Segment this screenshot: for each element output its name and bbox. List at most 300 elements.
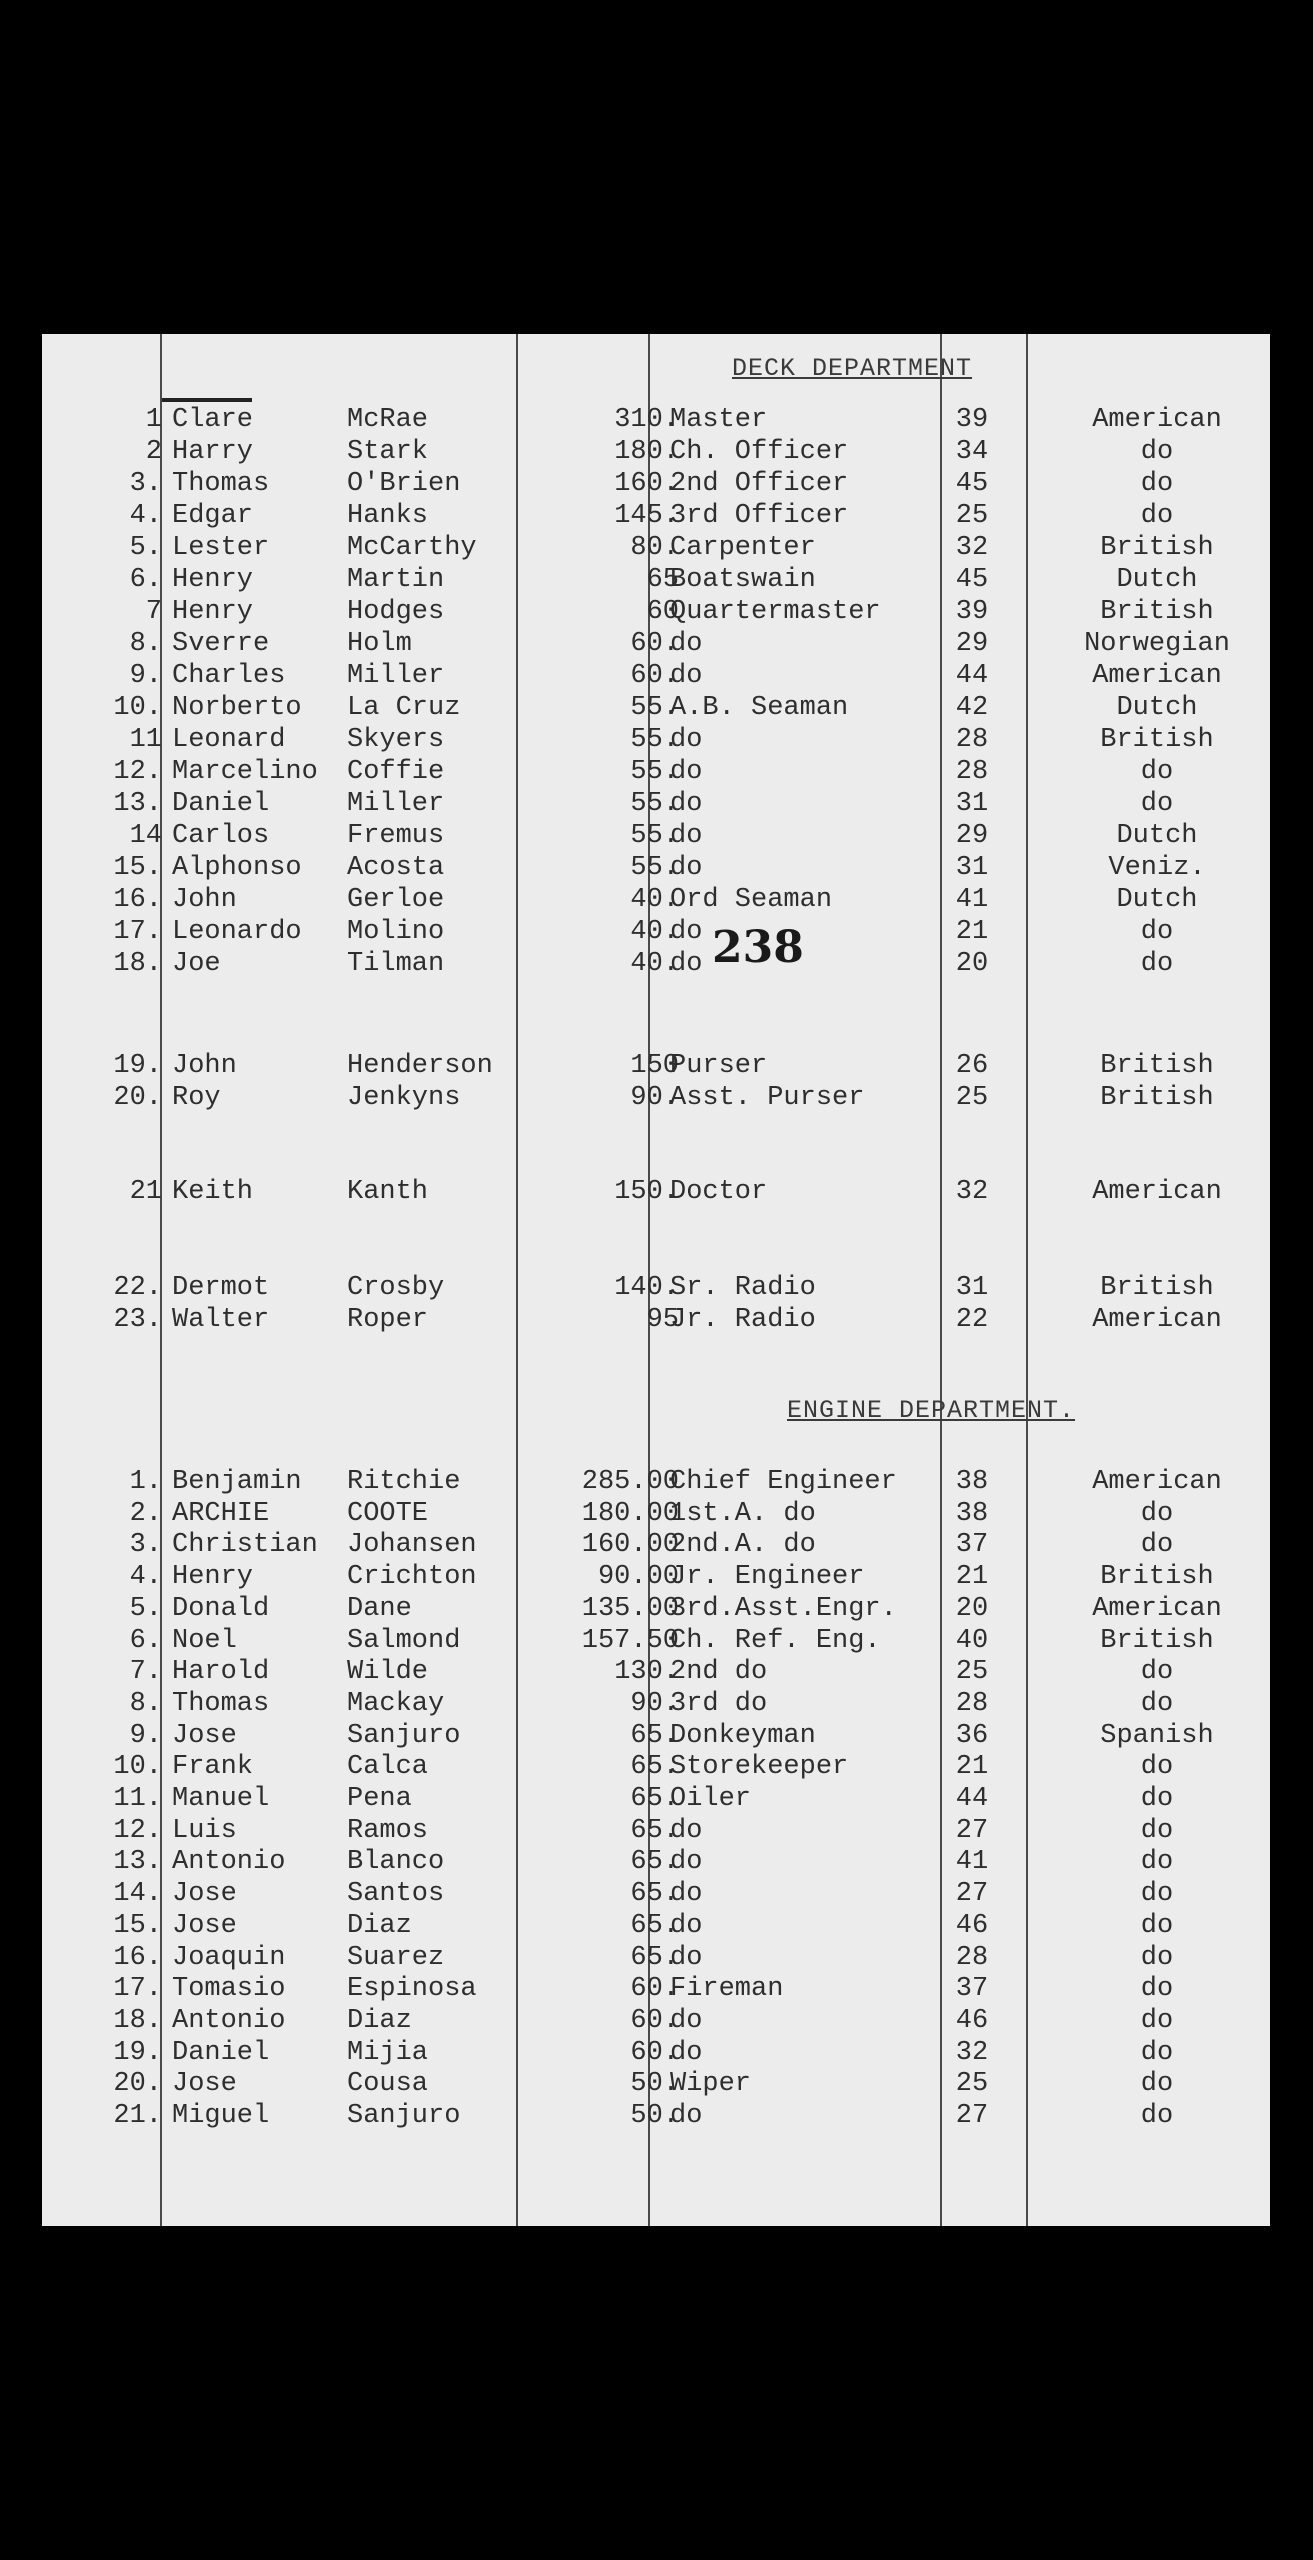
wage: 95 [646, 1305, 679, 1335]
last-name: Coffie [347, 757, 445, 787]
wage: 60. [630, 2005, 679, 2036]
first-name: Norberto [172, 693, 302, 723]
first-name: Daniel [172, 789, 270, 819]
crew-row [42, 436, 1270, 468]
age: 44 [955, 1784, 989, 1814]
age: 31 [955, 1273, 989, 1303]
first-name: Luis [172, 1815, 237, 1846]
crew-row [42, 404, 1270, 436]
last-name: Mackay [347, 1688, 445, 1719]
nationality: British [1100, 1625, 1214, 1656]
nationality: do [1140, 1498, 1174, 1529]
first-name: Marcelino [172, 757, 318, 787]
row-number: 20. [113, 1083, 162, 1113]
crew-row [42, 1942, 1270, 1974]
crew-row [42, 884, 1270, 916]
first-name: Dermot [172, 1273, 270, 1303]
age: 39 [955, 597, 989, 627]
rank: Jr. Radio [670, 1305, 816, 1335]
rank: do [670, 2005, 703, 2036]
nationality: do [1140, 2005, 1174, 2036]
age: 45 [955, 565, 989, 595]
last-name: Crosby [347, 1273, 445, 1303]
crew-row [42, 1973, 1270, 2005]
row-number: 2. [129, 1498, 162, 1529]
first-name: Carlos [172, 821, 270, 851]
nationality: do [1140, 1815, 1174, 1846]
rank: Sr. Radio [670, 1273, 816, 1303]
age: 25 [955, 1657, 989, 1688]
first-name: Clare [172, 405, 254, 435]
nationality: American [1092, 1467, 1222, 1497]
age: 42 [955, 693, 989, 723]
rank: 3rd Officer [670, 501, 849, 531]
crew-row [42, 532, 1270, 564]
crew-row [42, 852, 1270, 884]
nationality: British [1100, 1273, 1214, 1303]
crew-row [42, 1815, 1270, 1847]
crew-row [42, 2068, 1270, 2100]
first-name: Christian [172, 1530, 318, 1561]
wage: 160. [614, 469, 679, 499]
rank: Chief Engineer [670, 1467, 897, 1497]
age: 27 [955, 1879, 989, 1910]
nationality: British [1100, 1562, 1214, 1593]
row-number: 1 [145, 405, 162, 435]
first-name: Lester [172, 533, 270, 563]
first-name: John [172, 1051, 237, 1081]
rank: do [670, 853, 703, 883]
first-name: Edgar [172, 501, 254, 531]
pen-mark [162, 398, 252, 402]
last-name: Stark [347, 437, 429, 467]
nationality: do [1140, 2101, 1174, 2131]
wage: 65. [630, 1784, 679, 1814]
wage: 65. [630, 1847, 679, 1878]
last-name: Roper [347, 1305, 429, 1335]
rank: 2nd Officer [670, 469, 849, 499]
age: 46 [955, 2005, 989, 2036]
last-name: Fremus [347, 821, 445, 851]
last-name: Suarez [347, 1942, 445, 1973]
wage: 140. [614, 1273, 679, 1303]
age: 41 [955, 1847, 989, 1878]
age: 26 [955, 1051, 989, 1081]
last-name: Martin [347, 565, 445, 595]
first-name: Charles [172, 661, 286, 691]
age: 45 [955, 469, 989, 499]
last-name: Johansen [347, 1530, 477, 1561]
wage: 60. [630, 661, 679, 691]
row-number: 19. [113, 2037, 162, 2068]
wage: 160.00 [581, 1530, 679, 1561]
crew-row [42, 500, 1270, 532]
crew-row [42, 2005, 1270, 2037]
rank: Storekeeper [670, 1752, 849, 1783]
nationality: American [1092, 1593, 1222, 1624]
rank: Ord Seaman [670, 885, 833, 915]
row-number: 10. [113, 693, 162, 723]
wage: 65. [630, 1910, 679, 1941]
age: 34 [955, 437, 989, 467]
rank: Ch. Ref. Eng. [670, 1625, 881, 1656]
rank: do [670, 789, 703, 819]
first-name: Jose [172, 1879, 237, 1910]
row-number: 2 [145, 437, 162, 467]
rank: Master [670, 405, 768, 435]
age: 41 [955, 885, 989, 915]
wage: 55. [630, 853, 679, 883]
wage: 55. [630, 821, 679, 851]
age: 25 [955, 501, 989, 531]
age: 25 [955, 1083, 989, 1113]
last-name: Acosta [347, 853, 445, 883]
wage: 40. [630, 885, 679, 915]
crew-row [42, 468, 1270, 500]
crew-row [42, 820, 1270, 852]
age: 27 [955, 2101, 989, 2131]
first-name: John [172, 885, 237, 915]
row-number: 18. [113, 2005, 162, 2036]
row-number: 7. [129, 1657, 162, 1688]
nationality: Spanish [1100, 1720, 1214, 1751]
row-number: 6. [129, 565, 162, 595]
nationality: do [1140, 1657, 1174, 1688]
nationality: do [1140, 2037, 1174, 2068]
nationality: Dutch [1116, 885, 1198, 915]
age: 22 [955, 1305, 989, 1335]
first-name: Antonio [172, 1847, 286, 1878]
age: 39 [955, 405, 989, 435]
row-number: 15. [113, 1910, 162, 1941]
wage: 285.00 [581, 1467, 679, 1497]
deck-department-heading: DECK DEPARTMENT [732, 354, 973, 383]
crew-row [42, 1751, 1270, 1783]
first-name: Harry [172, 437, 254, 467]
rank: 2nd do [670, 1657, 768, 1688]
age: 44 [955, 661, 989, 691]
rank: 2nd.A. do [670, 1530, 816, 1561]
age: 40 [955, 1625, 989, 1656]
engine-department-heading: ENGINE DEPARTMENT. [787, 1396, 1076, 1425]
wage: 60. [630, 1974, 679, 2005]
first-name: Noel [172, 1625, 237, 1656]
nationality: do [1140, 1847, 1174, 1878]
first-name: Tomasio [172, 1974, 286, 2005]
rank: Donkeyman [670, 1720, 816, 1751]
age: 32 [955, 2037, 989, 2068]
nationality: do [1140, 2069, 1174, 2100]
row-number: 12. [113, 757, 162, 787]
first-name: Miguel [172, 2101, 270, 2131]
wage: 50. [630, 2069, 679, 2100]
wage: 145. [614, 501, 679, 531]
crew-row [42, 1846, 1270, 1878]
rank: Fireman [670, 1974, 784, 2005]
first-name: Joe [172, 949, 221, 979]
age: 37 [955, 1974, 989, 2005]
wage: 150. [614, 1177, 679, 1207]
last-name: Skyers [347, 725, 445, 755]
wage: 40. [630, 917, 679, 947]
last-name: Santos [347, 1879, 445, 1910]
rank: do [670, 2037, 703, 2068]
rank: do [670, 629, 703, 659]
last-name: Blanco [347, 1847, 445, 1878]
last-name: Sanjuro [347, 2101, 461, 2131]
wage: 50. [630, 2101, 679, 2131]
last-name: Pena [347, 1784, 412, 1814]
first-name: Keith [172, 1177, 254, 1207]
row-number: 23. [113, 1305, 162, 1335]
row-number: 12. [113, 1815, 162, 1846]
last-name: Mijia [347, 2037, 429, 2068]
rank: A.B. Seaman [670, 693, 849, 723]
nationality: do [1140, 757, 1174, 787]
crew-row [42, 628, 1270, 660]
wage: 55. [630, 789, 679, 819]
rank: Oiler [670, 1784, 752, 1814]
last-name: COOTE [347, 1498, 429, 1529]
row-number: 22. [113, 1273, 162, 1303]
nationality: Veniz. [1108, 853, 1206, 883]
first-name: Joaquin [172, 1942, 286, 1973]
nationality: do [1140, 437, 1174, 467]
crew-row [42, 1783, 1270, 1815]
nationality: British [1100, 533, 1214, 563]
rank: Quartermaster [670, 597, 881, 627]
rank: Asst. Purser [670, 1083, 865, 1113]
row-number: 13. [113, 1847, 162, 1878]
last-name: Espinosa [347, 1974, 477, 2005]
nationality: American [1092, 405, 1222, 435]
first-name: Jose [172, 1910, 237, 1941]
nationality: American [1092, 1177, 1222, 1207]
wage: 65. [630, 1815, 679, 1846]
nationality: American [1092, 661, 1222, 691]
first-name: Leonardo [172, 917, 302, 947]
rank: do [670, 1942, 703, 1973]
age: 28 [955, 1688, 989, 1719]
wage: 180. [614, 437, 679, 467]
last-name: McCarthy [347, 533, 477, 563]
first-name: ARCHIE [172, 1498, 270, 1529]
row-number: 17. [113, 1974, 162, 2005]
first-name: Henry [172, 1562, 254, 1593]
rank: Ch. Officer [670, 437, 849, 467]
row-number: 9. [129, 661, 162, 691]
age: 38 [955, 1467, 989, 1497]
last-name: Gerloe [347, 885, 445, 915]
row-number: 3. [129, 1530, 162, 1561]
wage: 55. [630, 757, 679, 787]
rank: do [670, 949, 703, 979]
crew-row [42, 1082, 1270, 1114]
age: 27 [955, 1815, 989, 1846]
last-name: McRae [347, 405, 429, 435]
crew-list-page [42, 334, 1270, 2226]
nationality: Dutch [1116, 565, 1198, 595]
age: 37 [955, 1530, 989, 1561]
first-name: Walter [172, 1305, 270, 1335]
last-name: Miller [347, 661, 445, 691]
wage: 80. [630, 533, 679, 563]
crew-row [42, 1304, 1270, 1336]
row-number: 5. [129, 1593, 162, 1624]
page-number-stamp: 238 [712, 922, 804, 973]
wage: 180.00 [581, 1498, 679, 1529]
nationality: Dutch [1116, 821, 1198, 851]
wage: 60. [630, 629, 679, 659]
wage: 65. [630, 1942, 679, 1973]
age: 32 [955, 533, 989, 563]
crew-row [42, 1176, 1270, 1208]
wage: 90.00 [597, 1562, 679, 1593]
last-name: Diaz [347, 2005, 412, 2036]
rank: Doctor [670, 1177, 768, 1207]
age: 20 [955, 1593, 989, 1624]
row-number: 20. [113, 2069, 162, 2100]
first-name: Henry [172, 565, 254, 595]
last-name: Wilde [347, 1657, 429, 1688]
wage: 310. [614, 405, 679, 435]
row-number: 9. [129, 1720, 162, 1751]
nationality: do [1140, 917, 1174, 947]
crew-row [42, 1688, 1270, 1720]
rank: do [670, 725, 703, 755]
nationality: do [1140, 501, 1174, 531]
rank: do [670, 821, 703, 851]
nationality: do [1140, 789, 1174, 819]
nationality: do [1140, 1879, 1174, 1910]
first-name: Manuel [172, 1784, 270, 1814]
last-name: Cousa [347, 2069, 429, 2100]
wage: 65 [646, 565, 679, 595]
wage: 60. [630, 2037, 679, 2068]
row-number: 11 [129, 725, 162, 755]
wage: 55. [630, 725, 679, 755]
rank: Wiper [670, 2069, 752, 2100]
row-number: 14. [113, 1879, 162, 1910]
nationality: do [1140, 469, 1174, 499]
row-number: 5. [129, 533, 162, 563]
row-number: 6. [129, 1625, 162, 1656]
row-number: 16. [113, 1942, 162, 1973]
wage: 157.50 [581, 1625, 679, 1656]
age: 20 [955, 949, 989, 979]
last-name: Hodges [347, 597, 445, 627]
rank: do [670, 917, 703, 947]
wage: 40. [630, 949, 679, 979]
crew-row [42, 1593, 1270, 1625]
wage: 65. [630, 1879, 679, 1910]
age: 31 [955, 789, 989, 819]
row-number: 4. [129, 1562, 162, 1593]
row-number: 13. [113, 789, 162, 819]
first-name: Roy [172, 1083, 221, 1113]
last-name: Holm [347, 629, 412, 659]
nationality: do [1140, 1752, 1174, 1783]
rank: do [670, 661, 703, 691]
row-number: 17. [113, 917, 162, 947]
row-number: 21 [129, 1177, 162, 1207]
rank: Carpenter [670, 533, 816, 563]
first-name: Sverre [172, 629, 270, 659]
first-name: Frank [172, 1752, 254, 1783]
crew-row [42, 724, 1270, 756]
wage: 65. [630, 1720, 679, 1751]
row-number: 11. [113, 1784, 162, 1814]
last-name: Hanks [347, 501, 429, 531]
last-name: Calca [347, 1752, 429, 1783]
first-name: Leonard [172, 725, 286, 755]
rank: do [670, 1879, 703, 1910]
first-name: Thomas [172, 469, 270, 499]
rank: Jr. Engineer [670, 1562, 865, 1593]
crew-row [42, 1561, 1270, 1593]
nationality: do [1140, 1942, 1174, 1973]
last-name: Ritchie [347, 1467, 461, 1497]
crew-row [42, 1050, 1270, 1082]
wage: 60 [646, 597, 679, 627]
nationality: Dutch [1116, 693, 1198, 723]
rank: do [670, 1910, 703, 1941]
last-name: Crichton [347, 1562, 477, 1593]
wage: 90. [630, 1083, 679, 1113]
last-name: Jenkyns [347, 1083, 461, 1113]
age: 28 [955, 757, 989, 787]
rank: Purser [670, 1051, 768, 1081]
first-name: Jose [172, 2069, 237, 2100]
row-number: 21. [113, 2101, 162, 2131]
nationality: Norwegian [1084, 629, 1230, 659]
crew-row [42, 788, 1270, 820]
wage: 55. [630, 693, 679, 723]
first-name: Benjamin [172, 1467, 302, 1497]
crew-row [42, 1498, 1270, 1530]
age: 28 [955, 1942, 989, 1973]
wage: 135.00 [581, 1593, 679, 1624]
crew-row [42, 1878, 1270, 1910]
first-name: Thomas [172, 1688, 270, 1719]
crew-row [42, 1466, 1270, 1498]
last-name: Diaz [347, 1910, 412, 1941]
last-name: Miller [347, 789, 445, 819]
crew-row [42, 1625, 1270, 1657]
age: 36 [955, 1720, 989, 1751]
row-number: 15. [113, 853, 162, 883]
first-name: Harold [172, 1657, 270, 1688]
age: 25 [955, 2069, 989, 2100]
row-number: 10. [113, 1752, 162, 1783]
nationality: do [1140, 1530, 1174, 1561]
last-name: Tilman [347, 949, 445, 979]
first-name: Henry [172, 597, 254, 627]
crew-row [42, 1720, 1270, 1752]
wage: 90. [630, 1688, 679, 1719]
nationality: do [1140, 1688, 1174, 1719]
last-name: Sanjuro [347, 1720, 461, 1751]
row-number: 8. [129, 629, 162, 659]
nationality: British [1100, 597, 1214, 627]
crew-row [42, 1656, 1270, 1688]
nationality: do [1140, 949, 1174, 979]
crew-row [42, 1529, 1270, 1561]
row-number: 3. [129, 469, 162, 499]
age: 38 [955, 1498, 989, 1529]
last-name: Kanth [347, 1177, 429, 1207]
age: 28 [955, 725, 989, 755]
